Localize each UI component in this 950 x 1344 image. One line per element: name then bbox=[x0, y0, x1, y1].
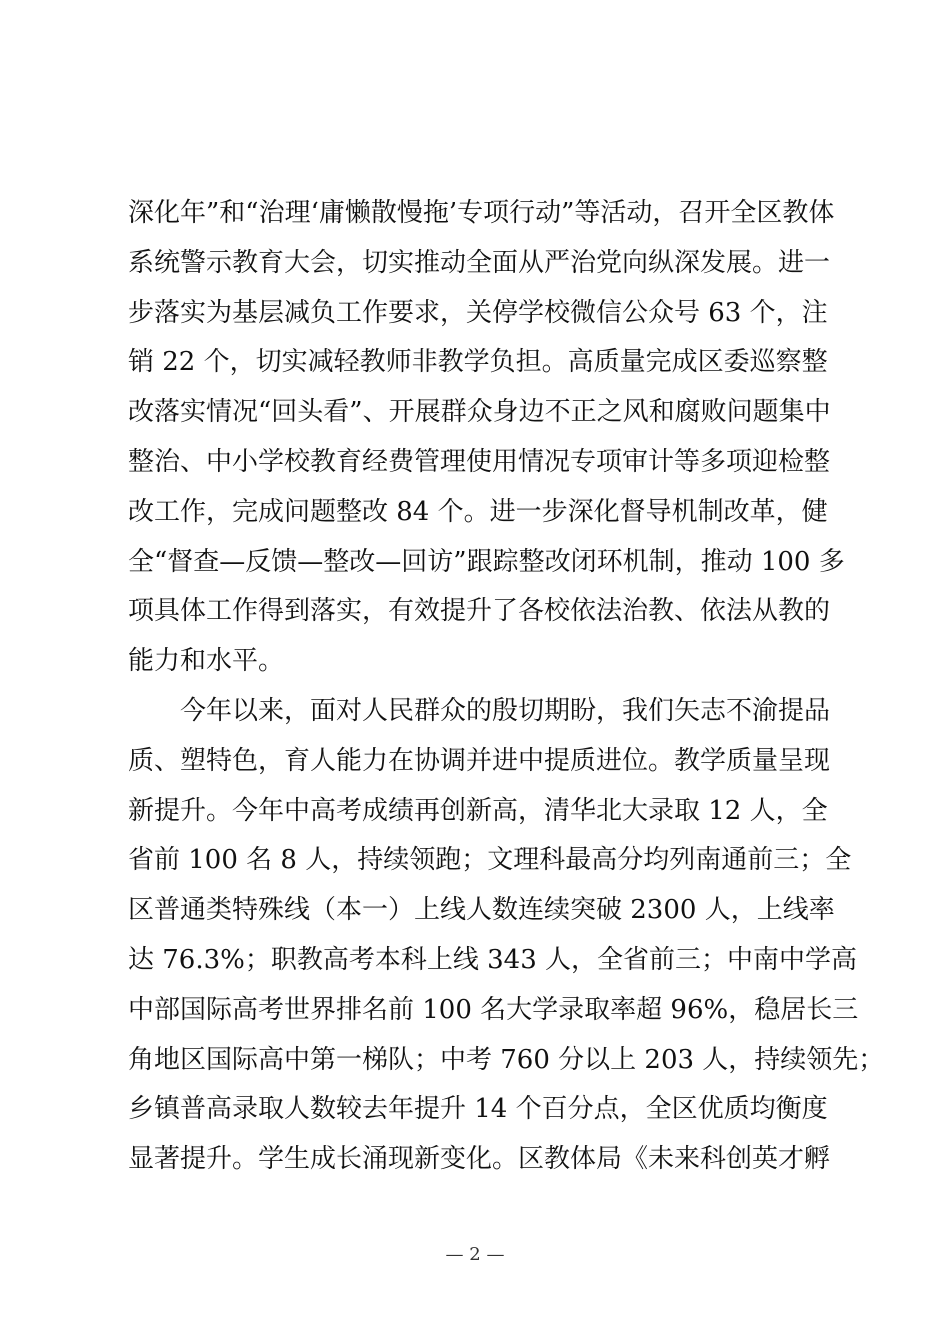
text-line: 销 22 个，切实减轻教师非教学负担。高质量完成区委巡察整 bbox=[128, 347, 828, 378]
text-line: 系统警示教育大会，切实推动全面从严治党向纵深发展。进一 bbox=[128, 247, 831, 278]
page-number: — 2 — bbox=[445, 1244, 505, 1265]
text-line: 项具体工作得到落实，有效提升了各校依法治教、依法从教的 bbox=[128, 596, 831, 627]
text-line: 步落实为基层减负工作要求，关停学校微信公众号 63 个，注 bbox=[128, 297, 828, 328]
text-line: 深化年”和“治理‘庸懒散慢拖’专项行动”等活动，召开全区教体 bbox=[128, 198, 835, 228]
text-line: 达 76.3%；职教高考本科上线 343 人，全省前三；中南中学高 bbox=[128, 944, 858, 975]
text-line: 省前 100 名 8 人，持续领跑；文理科最高分均列南通前三；全 bbox=[128, 845, 852, 876]
text-line: 中部国际高考世界排名前 100 名大学录取率超 96%，稳居长三 bbox=[128, 994, 859, 1025]
text-line: 角地区国际高中第一梯队；中考 760 分以上 203 人，持续领先； bbox=[128, 1044, 885, 1075]
paragraph-end-line: 能力和水平。 bbox=[128, 646, 285, 677]
text-line: 改落实情况“回头看”、开展群众身边不正之风和腐败问题集中 bbox=[128, 397, 831, 428]
text-line: 乡镇普高录取人数较去年提升 14 个百分点，全区优质均衡度 bbox=[128, 1094, 828, 1125]
paragraph-start-line: 今年以来，面对人民群众的殷切期盼，我们矢志不渝提品 bbox=[128, 695, 831, 726]
text-line: 质、塑特色，育人能力在协调并进中提质进位。教学质量呈现 bbox=[128, 745, 831, 776]
text-line: 改工作，完成问题整改 84 个。进一步深化督导机制改革，健 bbox=[128, 496, 828, 527]
text-line: 全“督查—反馈—整改—回访”跟踪整改闭环机制，推动 100 多 bbox=[128, 546, 845, 577]
text-line: 新提升。今年中高考成绩再创新高，清华北大录取 12 人，全 bbox=[128, 795, 828, 826]
body-text bbox=[128, 189, 885, 1185]
text-line: 整治、中小学校教育经费管理使用情况专项审计等多项迎检整 bbox=[128, 446, 831, 477]
text-line: 区普通类特殊线（本一）上线人数连续突破 2300 人，上线率 bbox=[128, 895, 835, 926]
text-line: 显著提升。学生成长涌现新变化。区教体局《未来科创英才孵 bbox=[128, 1144, 831, 1175]
